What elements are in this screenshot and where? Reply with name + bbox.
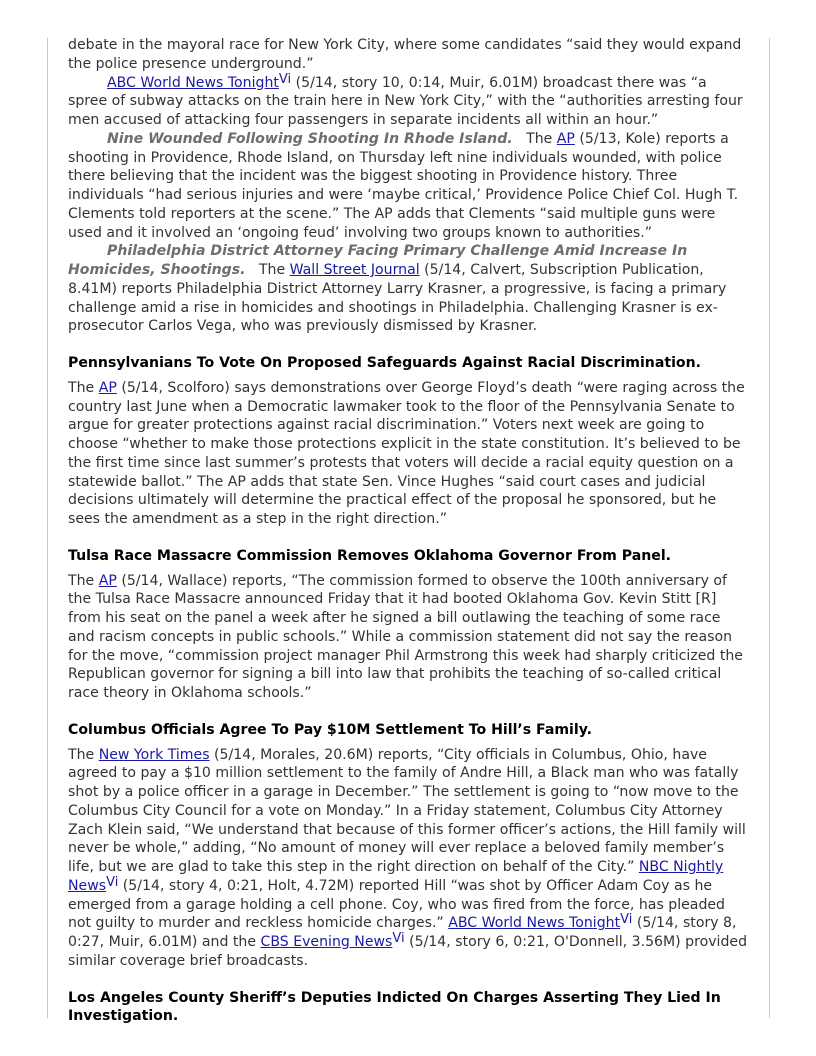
- nyc-subway-continued: [68, 36, 750, 74]
- columbus-text-1: (5/14, Morales, 20.6M) reports, “City officials in Columbus, Ohio, have agreed to pay a $10 million settlement to the family of Andre Hill, a Black man who was fatally shot by a police officer in a garage in December.” The settlement is going to “now move to the Columbus City Council for a vote on Monday.” In a Friday statement, Columbus City Attorney Zach Klein said, “We understand that because of this former officer’s actions, the Hill family will never be whole,” adding, “No amount of money will ever replace a beloved family member’s life, but we are glad to take this step in the right direction on behalf of the City.”: [68, 746, 746, 875]
- nbc-nightly-news-link[interactable]: NBC Nightly News: [68, 859, 724, 894]
- video-icon[interactable]: Vi: [106, 874, 119, 890]
- columbus-text-3: (5/14, story 8, 0:27, Muir, 6.01M) and the: [68, 915, 737, 950]
- philadelphia-subhead: Philadelphia District Attorney Facing Primary Challenge Amid Increase In Homicides, Shootings.: [68, 243, 688, 278]
- tulsa-headline: Tulsa Race Massacre Commission Removes Oklahoma Governor From Panel.: [68, 547, 672, 564]
- news-content: [68, 36, 750, 1032]
- abc-world-news-link[interactable]: ABC World News Tonight: [448, 915, 621, 932]
- tulsa-text: (5/14, Wallace) reports, “The commission formed to observe the 100th anniversary of the Tulsa Race Massacre announced Friday that it had booted Oklahoma Gov. Kevin Stitt [R] from his seat on the panel a week after he signed a bill outlawing the teaching of some race and racism concepts in public schools.” While a commission statement did not say the reason for the move, “commission project manager Phil Armstrong this week had sharply criticized the Republican governor for signing a bill into law that prohibits the teaching of so-called critical race theory in Oklahoma schools.”: [68, 572, 743, 701]
- philadelphia-paragraph: Philadelphia District Attorney Facing Primary Challenge Amid Increase In Homicides, Shootings. The Wall Street Journal (5/14, Calvert, Subscription Publication, 8.41M) reports Philadelphia District Attorney Larry Krasner, a progressive, is facing a primary challenge amid a rise in homicides and shootings in Philadelphia. Challenging Krasner is ex-prosecutor Carlos Vega, who was previously dismissed by Krasner.: [68, 243, 727, 335]
- pennsylvania-paragraph: The AP (5/14, Scolforo) says demonstrations over George Floyd’s death “were raging across the country last June when a Democratic lawmaker took to the floor of the Pennsylvania Senate to argue for greater protections against racial discrimination.” Voters next week are going to choose “whether to make those protections explicit in the state constitution. It’s believed to be the first time since last summer’s protests that voters will decide a racial equity question on a statewide ballot.” The AP adds that state Sen. Vince Hughes “said court cases and judicial decisions ultimately will determine the practical effect of the proposal he sponsored, but he sees the amendment as a step in the right direction.”: [68, 379, 745, 527]
- los-angeles-headline: Los Angeles County Sheriff’s Deputies Indicted On Charges Asserting They Lied In Investigation.: [68, 989, 721, 1025]
- tulsa-paragraph: The AP (5/14, Wallace) reports, “The commission formed to observe the 100th anniversary of the Tulsa Race Massacre announced Friday that it had booted Oklahoma Gov. Kevin Stitt [R] from his seat on the panel a week after he signed a bill outlawing the teaching of some race and racism concepts in public schools.” While a commission statement did not say the reason for the move, “commission project manager Phil Armstrong this week had sharply criticized the Republican governor for signing a bill into law that prohibits the teaching of so-called critical race theory in Oklahoma schools.”: [68, 572, 743, 701]
- abc-subway-text: (5/14, story 10, 0:14, Muir, 6.01M) broadcast there was “a spree of subway attacks on the train here in New York City,” with the “authorities arresting four men accused of attacking four passengers in separate incidents all within an hour.”: [68, 74, 743, 128]
- pennsylvania-headline: Pennsylvanians To Vote On Proposed Safeguards Against Racial Discrimination.: [68, 355, 701, 371]
- continued-text: debate in the mayoral race for New York City, where some candidates “said they would expand the police presence underground.”: [68, 37, 742, 72]
- ap-link[interactable]: AP: [98, 572, 117, 589]
- pennsylvania-text: (5/14, Scolforo) says demonstrations over George Floyd’s death “were raging across the country last June when a Democratic lawmaker took to the floor of the Pennsylvania Senate to argue for greater protections against racial discrimination.” Voters next week are going to choose “whether to make those protections explicit in the state constitution. It’s believed to be the first time since last summer’s protests that voters will decide a racial equity question on a statewide ballot.” The AP adds that state Sen. Vince Hughes “said court cases and judicial decisions ultimately will determine the practical effect of the proposal he sponsored, but he sees the amendment as a step in the right direction.”: [68, 379, 745, 527]
- video-icon[interactable]: Vi: [392, 931, 405, 946]
- ap-link[interactable]: AP: [98, 379, 117, 396]
- rhode-island-subhead: Nine Wounded Following Shooting In Rhode Island.: [107, 130, 513, 147]
- columbus-text-2: (5/14, story 4, 0:21, Holt, 4.72M) reported Hill “was shot by Officer Adam Coy as he emerged from a garage holding a cell phone. Coy, who was fired from the force, has pleaded not guilty to murder and reckless homicide charges.”: [68, 877, 726, 932]
- video-icon[interactable]: Vi: [278, 71, 292, 87]
- abc-world-news-link[interactable]: ABC World News Tonight: [107, 74, 279, 91]
- philadelphia-text: (5/14, Calvert, Subscription Publication, 8.41M) reports Philadelphia District Attorney Larry Krasner, a progressive, is facing a primary challenge amid a rise in homicides and shootings in Philadelphia. Challenging Krasner is ex-prosecutor Carlos Vega, who was previously dismissed by Krasner.: [68, 262, 727, 335]
- columbus-headline: Columbus Officials Agree To Pay $10M Settlement To Hill’s Family.: [68, 721, 592, 738]
- ap-link[interactable]: AP: [556, 130, 575, 147]
- rhode-island-paragraph: Nine Wounded Following Shooting In Rhode Island. The AP (5/13, Kole) reports a shooting in Providence, Rhode Island, on Thursday left nine individuals wounded, with police there believing that the incident was the biggest shooting in Providence history. Three individuals “had serious injuries and were ‘maybe critical,’ Providence Police Chief Col. Hugh T. Clements told reporters at the scene.” The AP adds that Clements “said multiple guns were used and it involved an ‘ongoing feud’ involving two groups known to authorities.”: [68, 130, 739, 241]
- columbus-paragraph: The New York Times (5/14, Morales, 20.6M) reports, “City officials in Columbus, Ohio, have agreed to pay a $10 million settlement to the family of Andre Hill, a Black man who was fatally shot by a police officer in a garage in December.” The settlement is going to “now move to the Columbus City Council for a vote on Monday.” In a Friday statement, Columbus City Attorney Zach Klein said, “We understand that because of this former officer’s actions, the Hill family will never be whole,” adding, “No amount of money will ever replace a beloved family member’s life, but we are glad to take this step in the right direction on behalf of the City.” NBC Nightly NewsVi (5/14, story 4, 0:21, Holt, 4.72M) reported Hill “was shot by Officer Adam Coy as he emerged from a garage holding a cell phone. Coy, who was fired from the force, has pleaded not guilty to murder and reckless homicide charges.” ABC World News TonightVi (5/14, story 8, 0:27, Muir, 6.01M) and the CBS Evening NewsVi (5/14, story 6, 0:21, O'Donnell, 3.56M) provided similar coverage brief broadcasts.: [68, 746, 748, 969]
- cbs-evening-news-link[interactable]: CBS Evening News: [260, 934, 393, 950]
- rhode-island-text: (5/13, Kole) reports a shooting in Providence, Rhode Island, on Thursday left nine individuals wounded, with police there believing that the incident was the biggest shooting in Providence history. Three individuals “had serious injuries and were ‘maybe critical,’ Providence Police Chief Col. Hugh T. Clements told reporters at the scene.” The AP adds that Clements “said multiple guns were used and it involved an ‘ongoing feud’ involving two groups known to authorities.”: [68, 130, 739, 241]
- abc-subway-paragraph: [68, 71, 750, 130]
- columbus-text-4: (5/14, story 6, 0:21, O'Donnell, 3.56M) provided similar coverage brief broadcasts.: [68, 934, 748, 969]
- video-icon[interactable]: Vi: [620, 912, 633, 928]
- wsj-link[interactable]: Wall Street Journal: [289, 262, 420, 278]
- nyt-link[interactable]: New York Times: [98, 746, 210, 763]
